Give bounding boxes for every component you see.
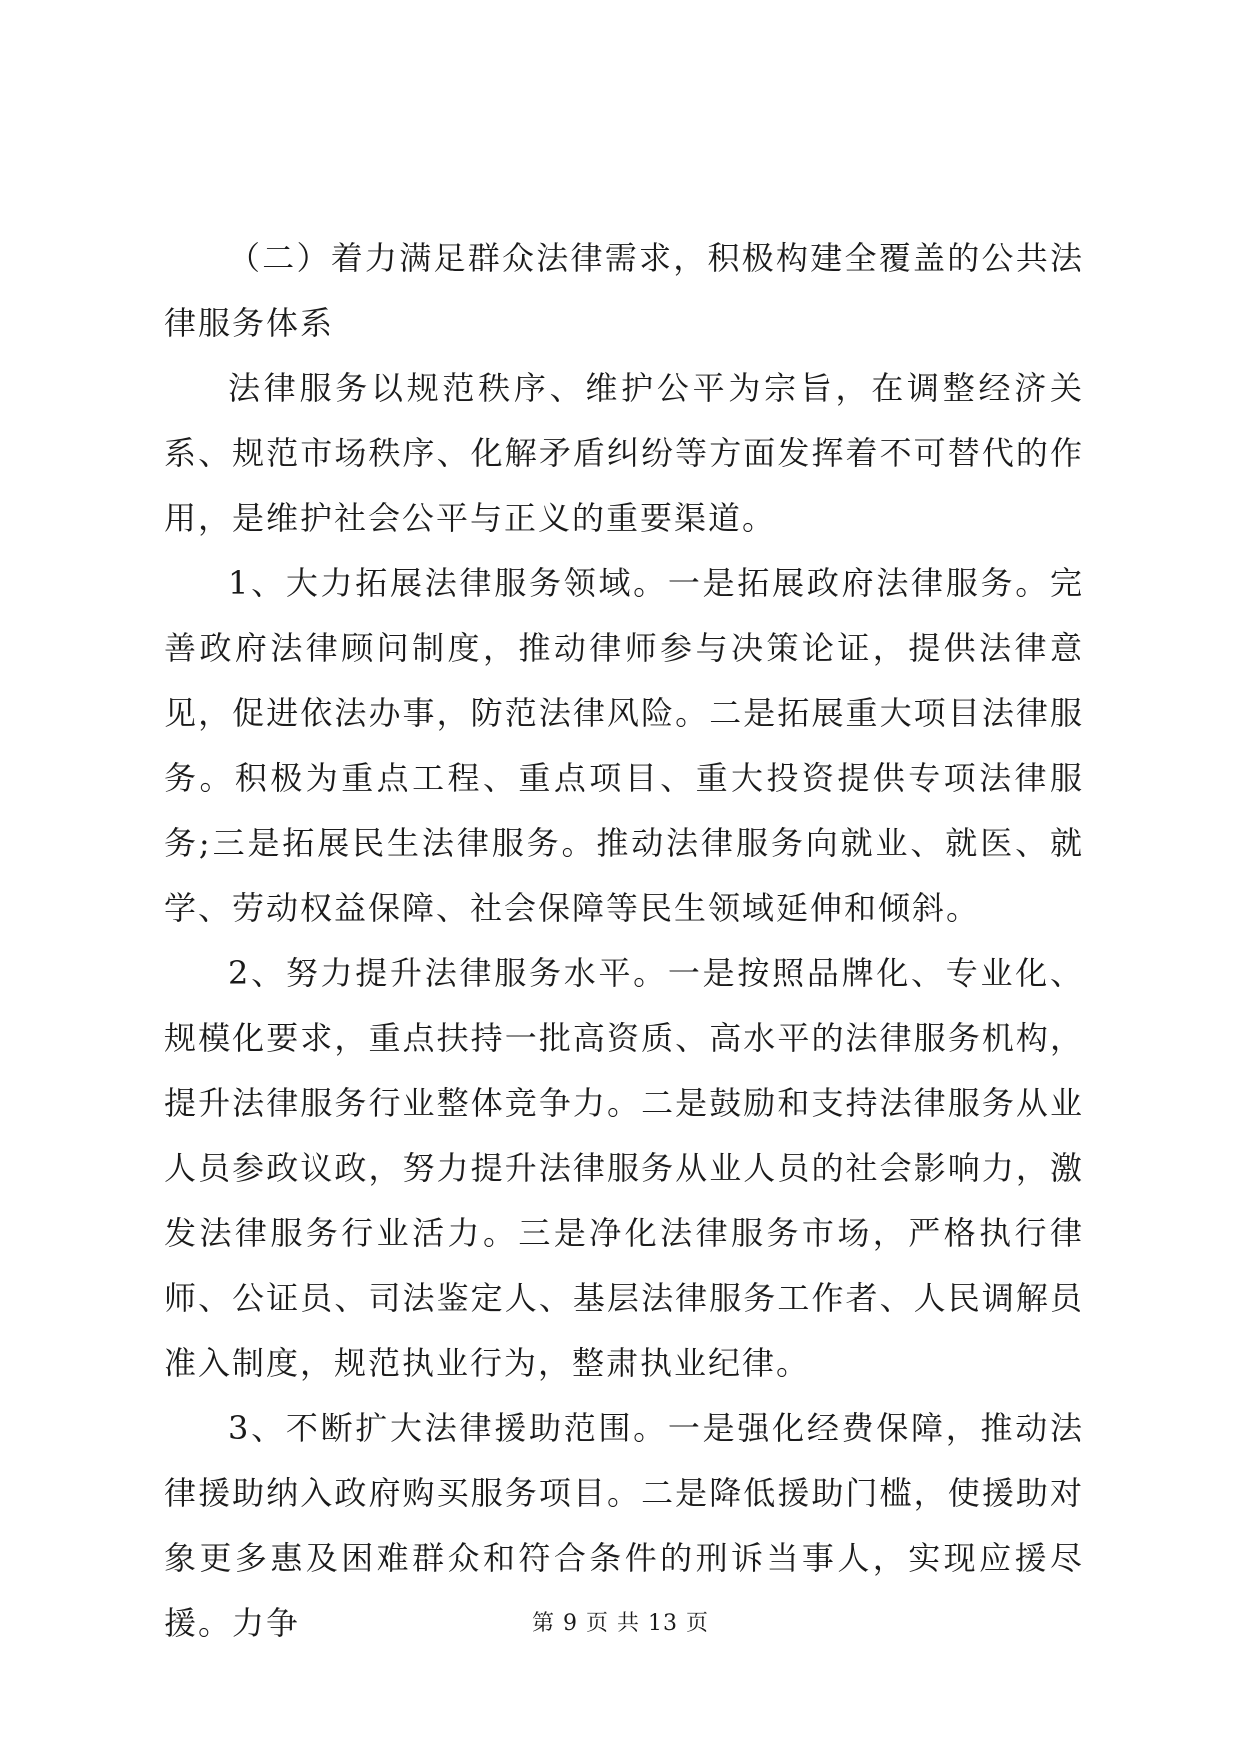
paragraph-item-2: 2、努力提升法律服务水平。一是按照品牌化、专业化、规模化要求，重点扶持一批高资质、高水平的法律服务机构，提升法律服务行业整体竞争力。二是鼓励和支持法律服务从业人员参政议政，努力提升法律服务从业人员的社会影响力，激发法律服务行业活力。三是净化法律服务市场，严格执行律师、公证员、司法鉴定人、基层法律服务工作者、人民调解员准入制度，规范执业行为，整肃执业纪律。 [164,954,1084,1382]
section-heading: （二）着力满足群众法律需求，积极构建全覆盖的公共法律服务体系 [164,239,1084,342]
document-body [164,226,1084,1656]
paragraph-item-1: 1、大力拓展法律服务领域。一是拓展政府法律服务。完善政府法律顾问制度，推动律师参与决策论证，提供法律意见，促进依法办事，防范法律风险。二是拓展重大项目法律服务。积极为重点工程、重点项目、重大投资提供专项法律服务;三是拓展民生法律服务。推动法律服务向就业、就医、就学、劳动权益保障、社会保障等民生领域延伸和倾斜。 [164,564,1084,927]
page-number-footer: 第 9 页 共 13 页 [532,1611,709,1636]
paragraph-intro: 法律服务以规范秩序、维护公平为宗旨，在调整经济关系、规范市场秩序、化解矛盾纠纷等方面发挥着不可替代的作用，是维护社会公平与正义的重要渠道。 [164,369,1084,537]
paragraph-item-3: 3、不断扩大法律援助范围。一是强化经费保障，推动法律援助纳入政府购买服务项目。二是降低援助门槛，使援助对象更多惠及困难群众和符合条件的刑诉当事人，实现应援尽援。力争 [164,1409,1084,1642]
